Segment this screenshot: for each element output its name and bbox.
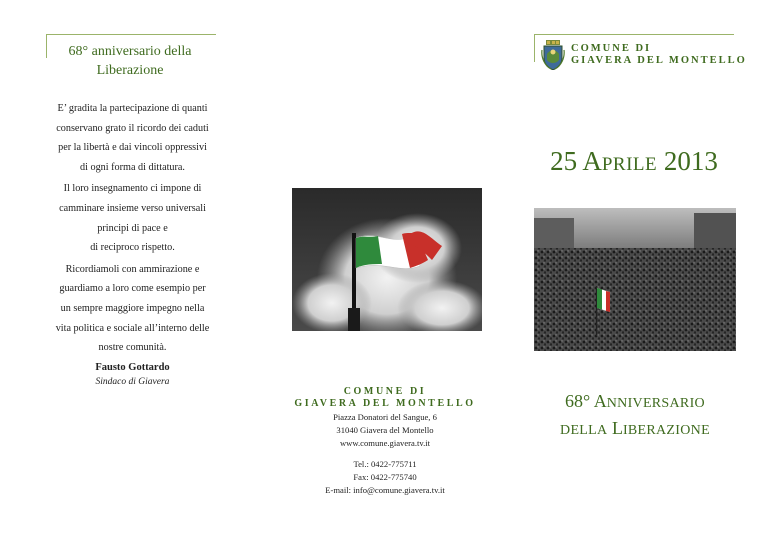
paragraph-2 — [40, 179, 225, 257]
left-panel-rule-horizontal — [46, 34, 216, 35]
paragraph-line: Il loro insegnamento ci impone di — [63, 183, 202, 195]
contact-block — [280, 458, 490, 498]
anniversary-lib-initial: L — [611, 418, 623, 438]
left-panel-rule-vertical — [46, 34, 47, 58]
paragraph-line: per la libertà e dai vincoli oppressivi — [58, 142, 207, 154]
middle-org-name — [280, 386, 490, 410]
anniversary-initial: A — [593, 391, 607, 411]
anniversary-word: NNIVERSARIO — [606, 396, 705, 411]
phone-number: Tel.: 0422-775711 — [353, 459, 417, 469]
signature-name: Fausto Gottardo — [95, 362, 170, 373]
anniversary-heading — [540, 389, 730, 443]
italian-flag-photo — [292, 188, 482, 331]
email-link[interactable]: E-mail: info@comune.giavera.tv.it — [325, 485, 445, 496]
left-title-line2: Liberazione — [96, 63, 164, 78]
signature-role: Sindaco di Giavera — [95, 377, 170, 387]
right-panel-rule-horizontal — [534, 34, 734, 35]
right-panel-rule-vertical — [534, 34, 535, 62]
date-year: 2013 — [663, 146, 718, 176]
fax-number: Fax: 0422-775740 — [353, 472, 417, 483]
date-month-rest: PRILE — [601, 154, 658, 175]
anniversary-lib-rest: IBERAZIONE — [622, 423, 710, 438]
paragraph-line: Ricordiamoli con ammirazione e — [65, 263, 200, 275]
municipal-crest-icon — [541, 40, 565, 70]
anniversary-line2 — [540, 416, 730, 443]
paragraph-line: vita politica e sociale all’interno delle — [55, 322, 210, 334]
anniversary-della: DELLA — [560, 423, 608, 438]
right-org-line2: GIAVERA DEL MONTELLO — [571, 55, 747, 66]
paragraph-line: E’ gradita la partecipazione di quanti — [57, 103, 208, 114]
crowd-parade-photo — [534, 208, 736, 351]
left-panel-body — [40, 99, 225, 360]
address-line: 31040 Giavera del Montello — [336, 425, 434, 436]
date-day: 25 — [550, 146, 578, 176]
paragraph-3 — [40, 260, 225, 358]
middle-org-line2: GIAVERA DEL MONTELLO — [294, 398, 476, 409]
anniversary-line1 — [540, 389, 730, 416]
paragraph-line: nostre comunità. — [98, 342, 167, 354]
paragraph-line: conservano grato il ricordo dei caduti — [56, 122, 209, 134]
paragraph-line: di reciproco rispetto. — [90, 242, 175, 254]
event-date — [520, 146, 748, 180]
paragraph-line: principi di pace e — [97, 222, 168, 234]
right-org-line1: COMUNE DI — [571, 43, 652, 54]
left-panel-title — [50, 42, 210, 80]
address-block — [280, 411, 490, 451]
website-link[interactable]: www.comune.giavera.tv.it — [339, 438, 431, 449]
date-month-initial: A — [582, 146, 602, 176]
paragraph-line: di ogni forma di dittatura. — [80, 161, 185, 173]
paragraph-line: guardiamo a loro come esempio per — [59, 283, 206, 295]
middle-org-line1: COMUNE DI — [343, 386, 427, 397]
anniversary-number: 68° — [565, 391, 591, 411]
paragraph-1 — [40, 99, 225, 177]
paragraph-line: camminare insieme verso universali — [59, 202, 206, 214]
paragraph-line: un sempre maggiore impegno nella — [60, 302, 205, 314]
left-title-line1: 68° anniversario della — [68, 44, 192, 59]
address-line: Piazza Donatori del Sangue, 6 — [333, 412, 437, 422]
right-org-name — [571, 43, 747, 67]
